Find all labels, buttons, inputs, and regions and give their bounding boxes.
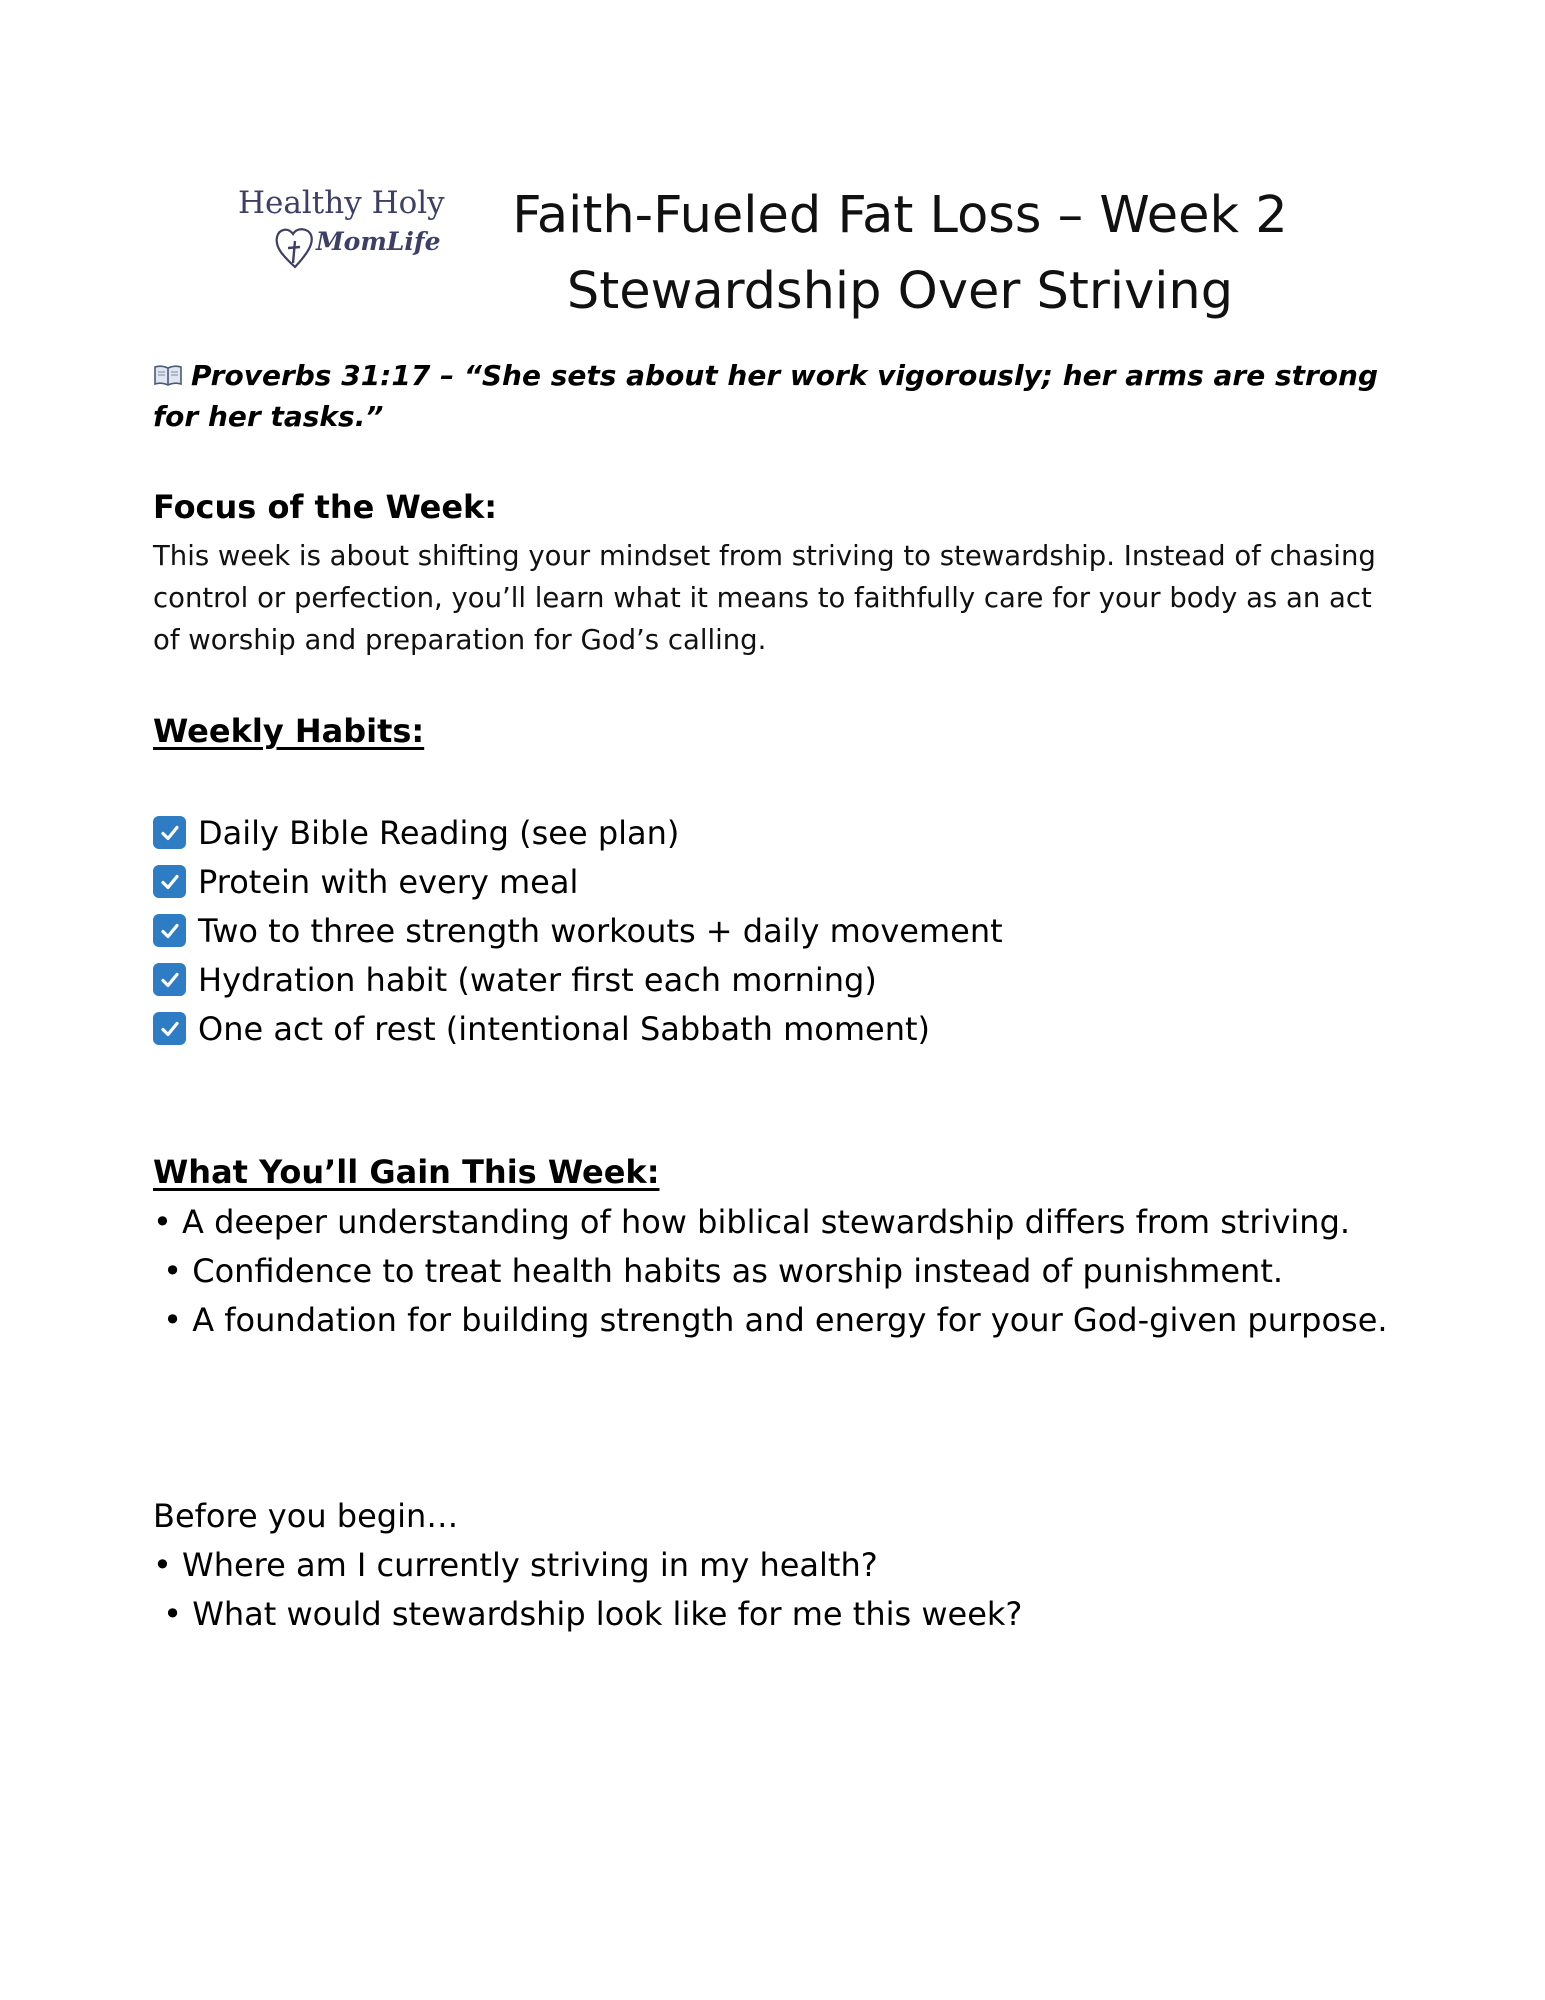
- before-intro: Before you begin…: [153, 1497, 459, 1535]
- habit-item: [153, 955, 1003, 1004]
- checkmark-icon: [153, 865, 186, 898]
- focus-heading: Focus of the Week:: [153, 488, 498, 526]
- habit-label: Hydration habit (water first each morning): [198, 960, 877, 999]
- gain-item: • Confidence to treat health habits as worship instead of punishment.: [153, 1252, 1284, 1290]
- focus-body: This week is about shifting your mindset from striving to stewardship. Instead of chasing control or perfection, you’ll learn what it means to faithfully care for your body as an act of worship and preparation for God’s calling.: [153, 540, 1376, 656]
- page-title: [470, 178, 1330, 330]
- title-line2: Stewardship Over Striving: [566, 262, 1234, 321]
- gain-item: • A deeper understanding of how biblical stewardship differs from striving.: [153, 1203, 1351, 1241]
- heart-cross-icon: [272, 223, 318, 271]
- scripture-verse: [153, 355, 1393, 437]
- habit-label: Daily Bible Reading (see plan): [198, 813, 680, 852]
- habit-item: [153, 1004, 1003, 1053]
- checkmark-icon: [153, 963, 186, 996]
- before-you-begin: [153, 1492, 1413, 1639]
- reflection-question: • What would stewardship look like for me this week?: [153, 1595, 1023, 1633]
- gain-item: • A foundation for building strength and energy for your God-given purpose.: [153, 1301, 1388, 1339]
- habit-label: One act of rest (intentional Sabbath moment): [198, 1009, 931, 1048]
- logo: [230, 185, 450, 275]
- title-line1: Faith-Fueled Fat Loss – Week 2: [512, 186, 1288, 245]
- gain-heading: What You’ll Gain This Week:: [153, 1153, 660, 1191]
- habit-label: Protein with every meal: [198, 862, 579, 901]
- habit-label: Two to three strength workouts + daily movement: [198, 911, 1003, 950]
- gain-list: [153, 1198, 1413, 1345]
- logo-line2: MomLife: [316, 227, 441, 256]
- reflection-question: • Where am I currently striving in my health?: [153, 1546, 878, 1584]
- habit-item: [153, 906, 1003, 955]
- open-book-icon: [153, 363, 183, 387]
- checkmark-icon: [153, 1012, 186, 1045]
- habit-item: [153, 808, 1003, 857]
- habits-heading: Weekly Habits:: [153, 712, 425, 750]
- checkmark-icon: [153, 816, 186, 849]
- habits-list: [153, 808, 1003, 1053]
- checkmark-icon: [153, 914, 186, 947]
- verse-text: Proverbs 31:17 – “She sets about her work vigorously; her arms are strong for her tasks.”: [153, 359, 1379, 433]
- habit-item: [153, 857, 1003, 906]
- logo-line1: Healthy Holy: [238, 185, 445, 221]
